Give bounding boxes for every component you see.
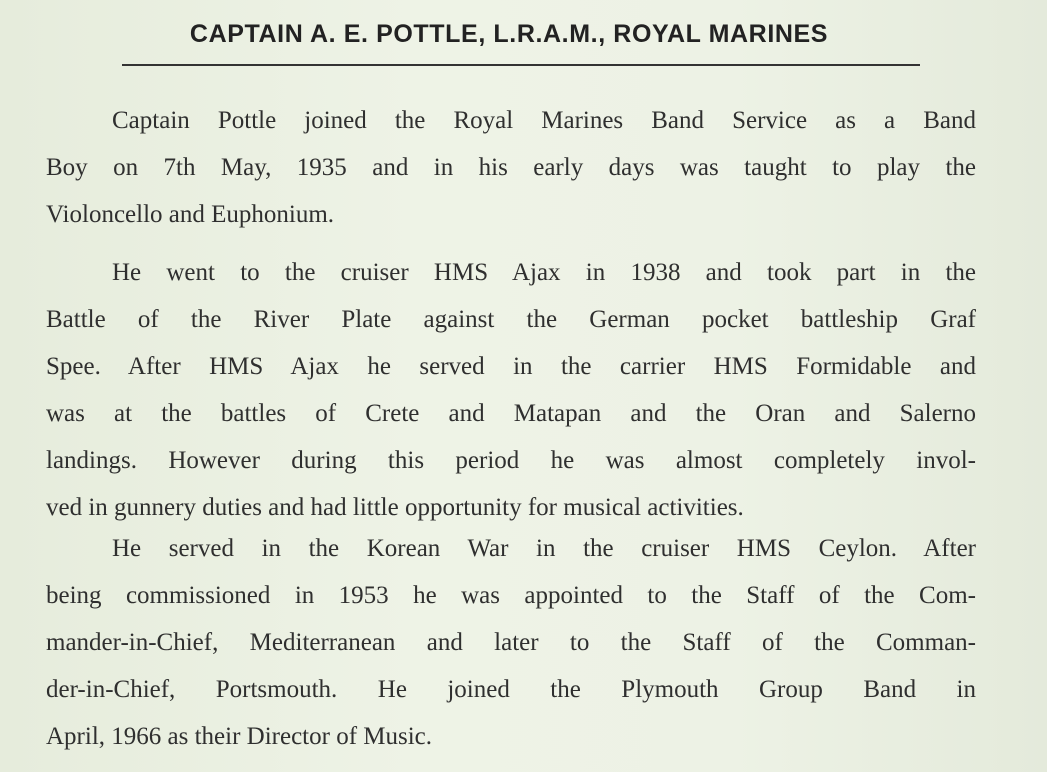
title-underline <box>122 64 920 66</box>
paragraph-line: being commissioned in 1953 he was appointed to the Staff of the Com- <box>46 582 976 609</box>
paragraph-line: He served in the Korean War in the cruiser HMS Ceylon. After <box>112 535 976 562</box>
paragraph-line: was at the battles of Crete and Matapan and the Oran and Salerno <box>46 400 976 427</box>
paragraph-2 <box>46 249 976 531</box>
paragraph-line: Spee. After HMS Ajax he served in the carrier HMS Formidable and <box>46 353 976 380</box>
paragraph-line: ved in gunnery duties and had little opportunity for musical activities. <box>46 494 744 521</box>
paragraph-line: Captain Pottle joined the Royal Marines Band Service as a Band <box>112 107 976 134</box>
paragraph-line: Battle of the River Plate against the German pocket battleship Graf <box>46 306 976 333</box>
paragraph-line: landings. However during this period he was almost completely invol- <box>46 447 976 474</box>
page-title: CAPTAIN A. E. POTTLE, L.R.A.M., ROYAL MARINES <box>189 20 829 48</box>
paragraph-line: mander-in-Chief, Mediterranean and later to the Staff of the Comman- <box>46 629 976 656</box>
paragraph-line: Boy on 7th May, 1935 and in his early days was taught to play the <box>46 154 976 181</box>
paragraph-line: April, 1966 as their Director of Music. <box>46 723 433 750</box>
paragraph-line: Violoncello and Euphonium. <box>46 201 335 228</box>
paragraph-1 <box>46 97 976 238</box>
paragraph-line: der-in-Chief, Portsmouth. He joined the Plymouth Group Band in <box>46 676 976 703</box>
paragraph-line: He went to the cruiser HMS Ajax in 1938 and took part in the <box>112 259 976 286</box>
paragraph-3 <box>46 525 976 760</box>
